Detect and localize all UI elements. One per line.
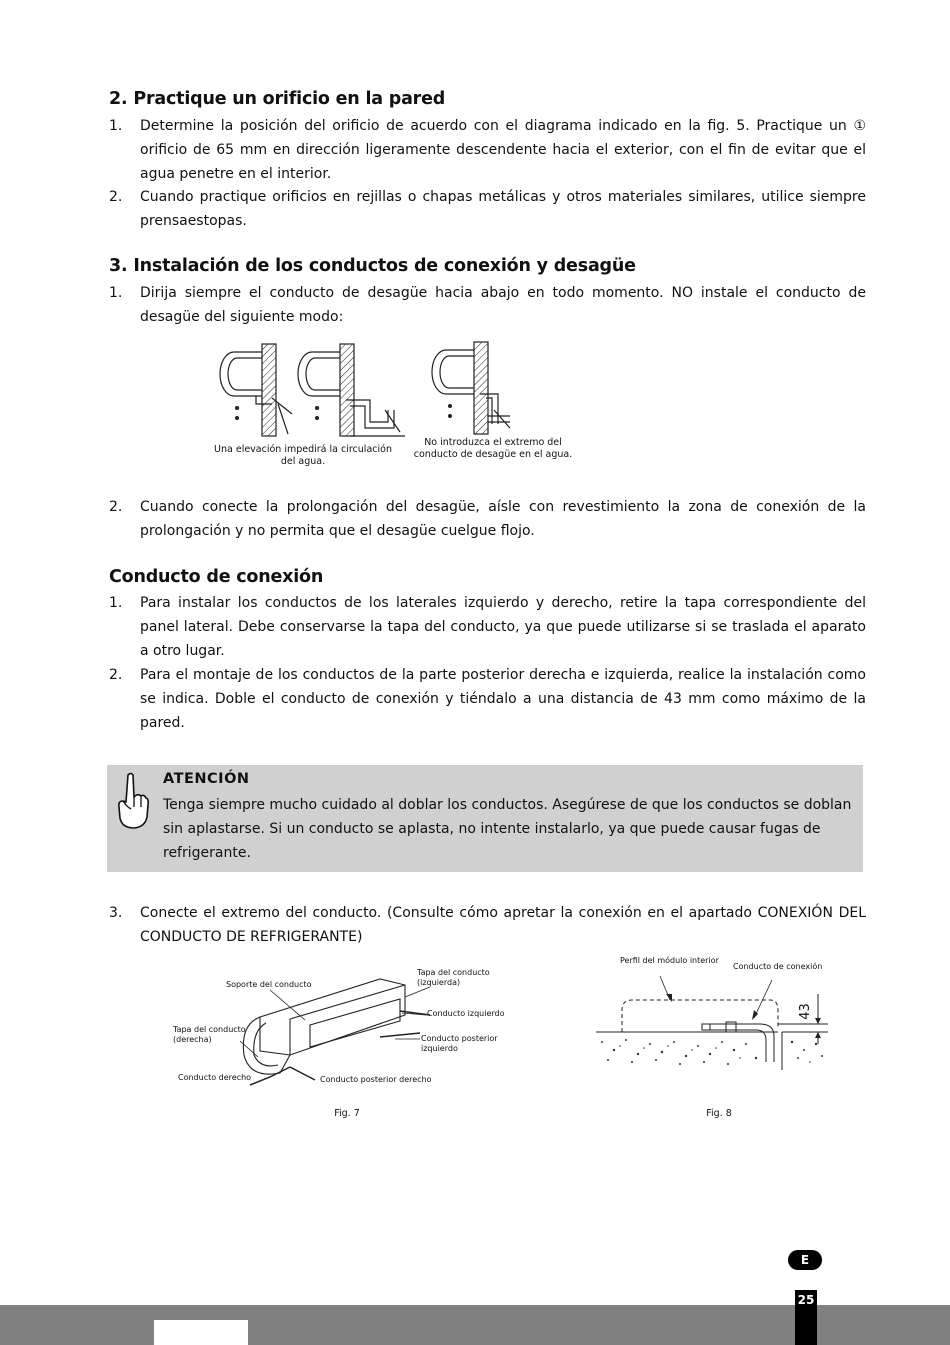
item-number: 2. [109,667,123,683]
section-title: 2. Practique un orificio en la pared [109,89,446,109]
drain-caption-water: No introduzca el extremo del conducto de desagüe en el agua. [413,437,573,460]
pointing-hand-icon [114,771,150,831]
figure-caption: Fig. 7 [334,1108,360,1119]
item-number: 1. [109,595,123,611]
list-item [109,114,866,186]
drain-caption-elevation: Una elevación impedirá la circulación del agua. [214,444,392,467]
attention-box [107,765,863,872]
fig8-diagram [592,970,832,1070]
ground-texture [601,1039,823,1065]
label-conducto-derecho: Conducto derecho [178,1073,252,1082]
section-title: 3. Instalación de los conductos de conexión y desagüe [109,256,636,276]
page-number: 25 [797,1293,815,1307]
item-text: Dirija siempre el conducto de desagüe hacia abajo en todo momento. NO instale el conducto de desagüe del siguiente modo: [140,285,866,325]
label-conducto-izquierdo: Conducto izquierdo [427,1009,505,1018]
section-title: Conducto de conexión [109,567,324,587]
item-number: 2. [109,499,123,515]
drain-diagram-elevation [220,344,292,436]
drain-diagram-loop [298,344,405,436]
list-item [109,185,866,233]
page-number-box [795,1290,817,1345]
label-posterior-izquierdo: Conducto posterior izquierdo [421,1034,498,1053]
list-item [109,495,866,543]
fig7-diagram [230,975,440,1090]
label-soporte: Soporte del conducto [226,980,312,989]
list-item [109,663,866,735]
item-text: Para el montaje de los conductos de la parte posterior derecha e izquierda, realice la instalación como se indica. Doble el conducto de conexión y tiéndalo a una distancia de 43 mm como máximo de la pared. [140,667,866,731]
language-badge: E [788,1250,822,1270]
label-perfil: Perfil del módulo interior [620,956,719,965]
drain-diagram-water [432,342,510,434]
list-item [109,281,866,329]
label-posterior-derecho: Conducto posterior derecho [320,1075,432,1084]
list-item [109,901,866,949]
attention-title: ATENCIÓN [163,771,250,787]
label-tapa-izquierda: Tapa del conducto (izquierda) [417,968,490,987]
footer-white-block [154,1320,248,1345]
dimension-label: 43 [797,1003,813,1020]
item-number: 1. [109,285,123,301]
item-number: 2. [109,189,123,205]
label-conexion: Conducto de conexión [733,962,823,971]
attention-text: Tenga siempre mucho cuidado al doblar los conductos. Asegúrese de que los conductos se doblan sin aplastarse. Si un conducto se aplasta, no intente instalarlo, ya que puede causar fugas de refrigerante. [163,797,852,861]
label-tapa-derecha: Tapa del conducto (derecha) [173,1025,246,1044]
item-text: Para instalar los conductos de los laterales izquierdo y derecho, retire la tapa correspondiente del panel lateral. Debe conservarse la tapa del conducto, ya que puede utilizarse si se traslada el aparato a otro lugar. [140,595,866,659]
list-item [109,591,866,663]
item-text: Determine la posición del orificio de acuerdo con el diagrama indicado en la fig. 5. Practique un ① orificio de 65 mm en dirección ligeramente descendente hacia el exterior, con el fin de evitar que el agua penetre en el interior. [140,118,866,182]
item-number: 3. [109,905,123,921]
item-text: Cuando practique orificios en rejillas o chapas metálicas y otros materiales similares, utilice siempre prensaestopas. [140,189,866,229]
item-text: Conecte el extremo del conducto. (Consulte cómo apretar la conexión en el apartado CONEXIÓN DEL CONDUCTO DE REFRIGERANTE) [140,905,866,945]
drain-diagrams [210,338,510,448]
item-number: 1. [109,118,123,134]
figure-caption: Fig. 8 [706,1108,732,1119]
item-text: Cuando conecte la prolongación del desagüe, aísle con revestimiento la zona de conexión de la prolongación y no permita que el desagüe cuelgue flojo. [140,499,866,539]
